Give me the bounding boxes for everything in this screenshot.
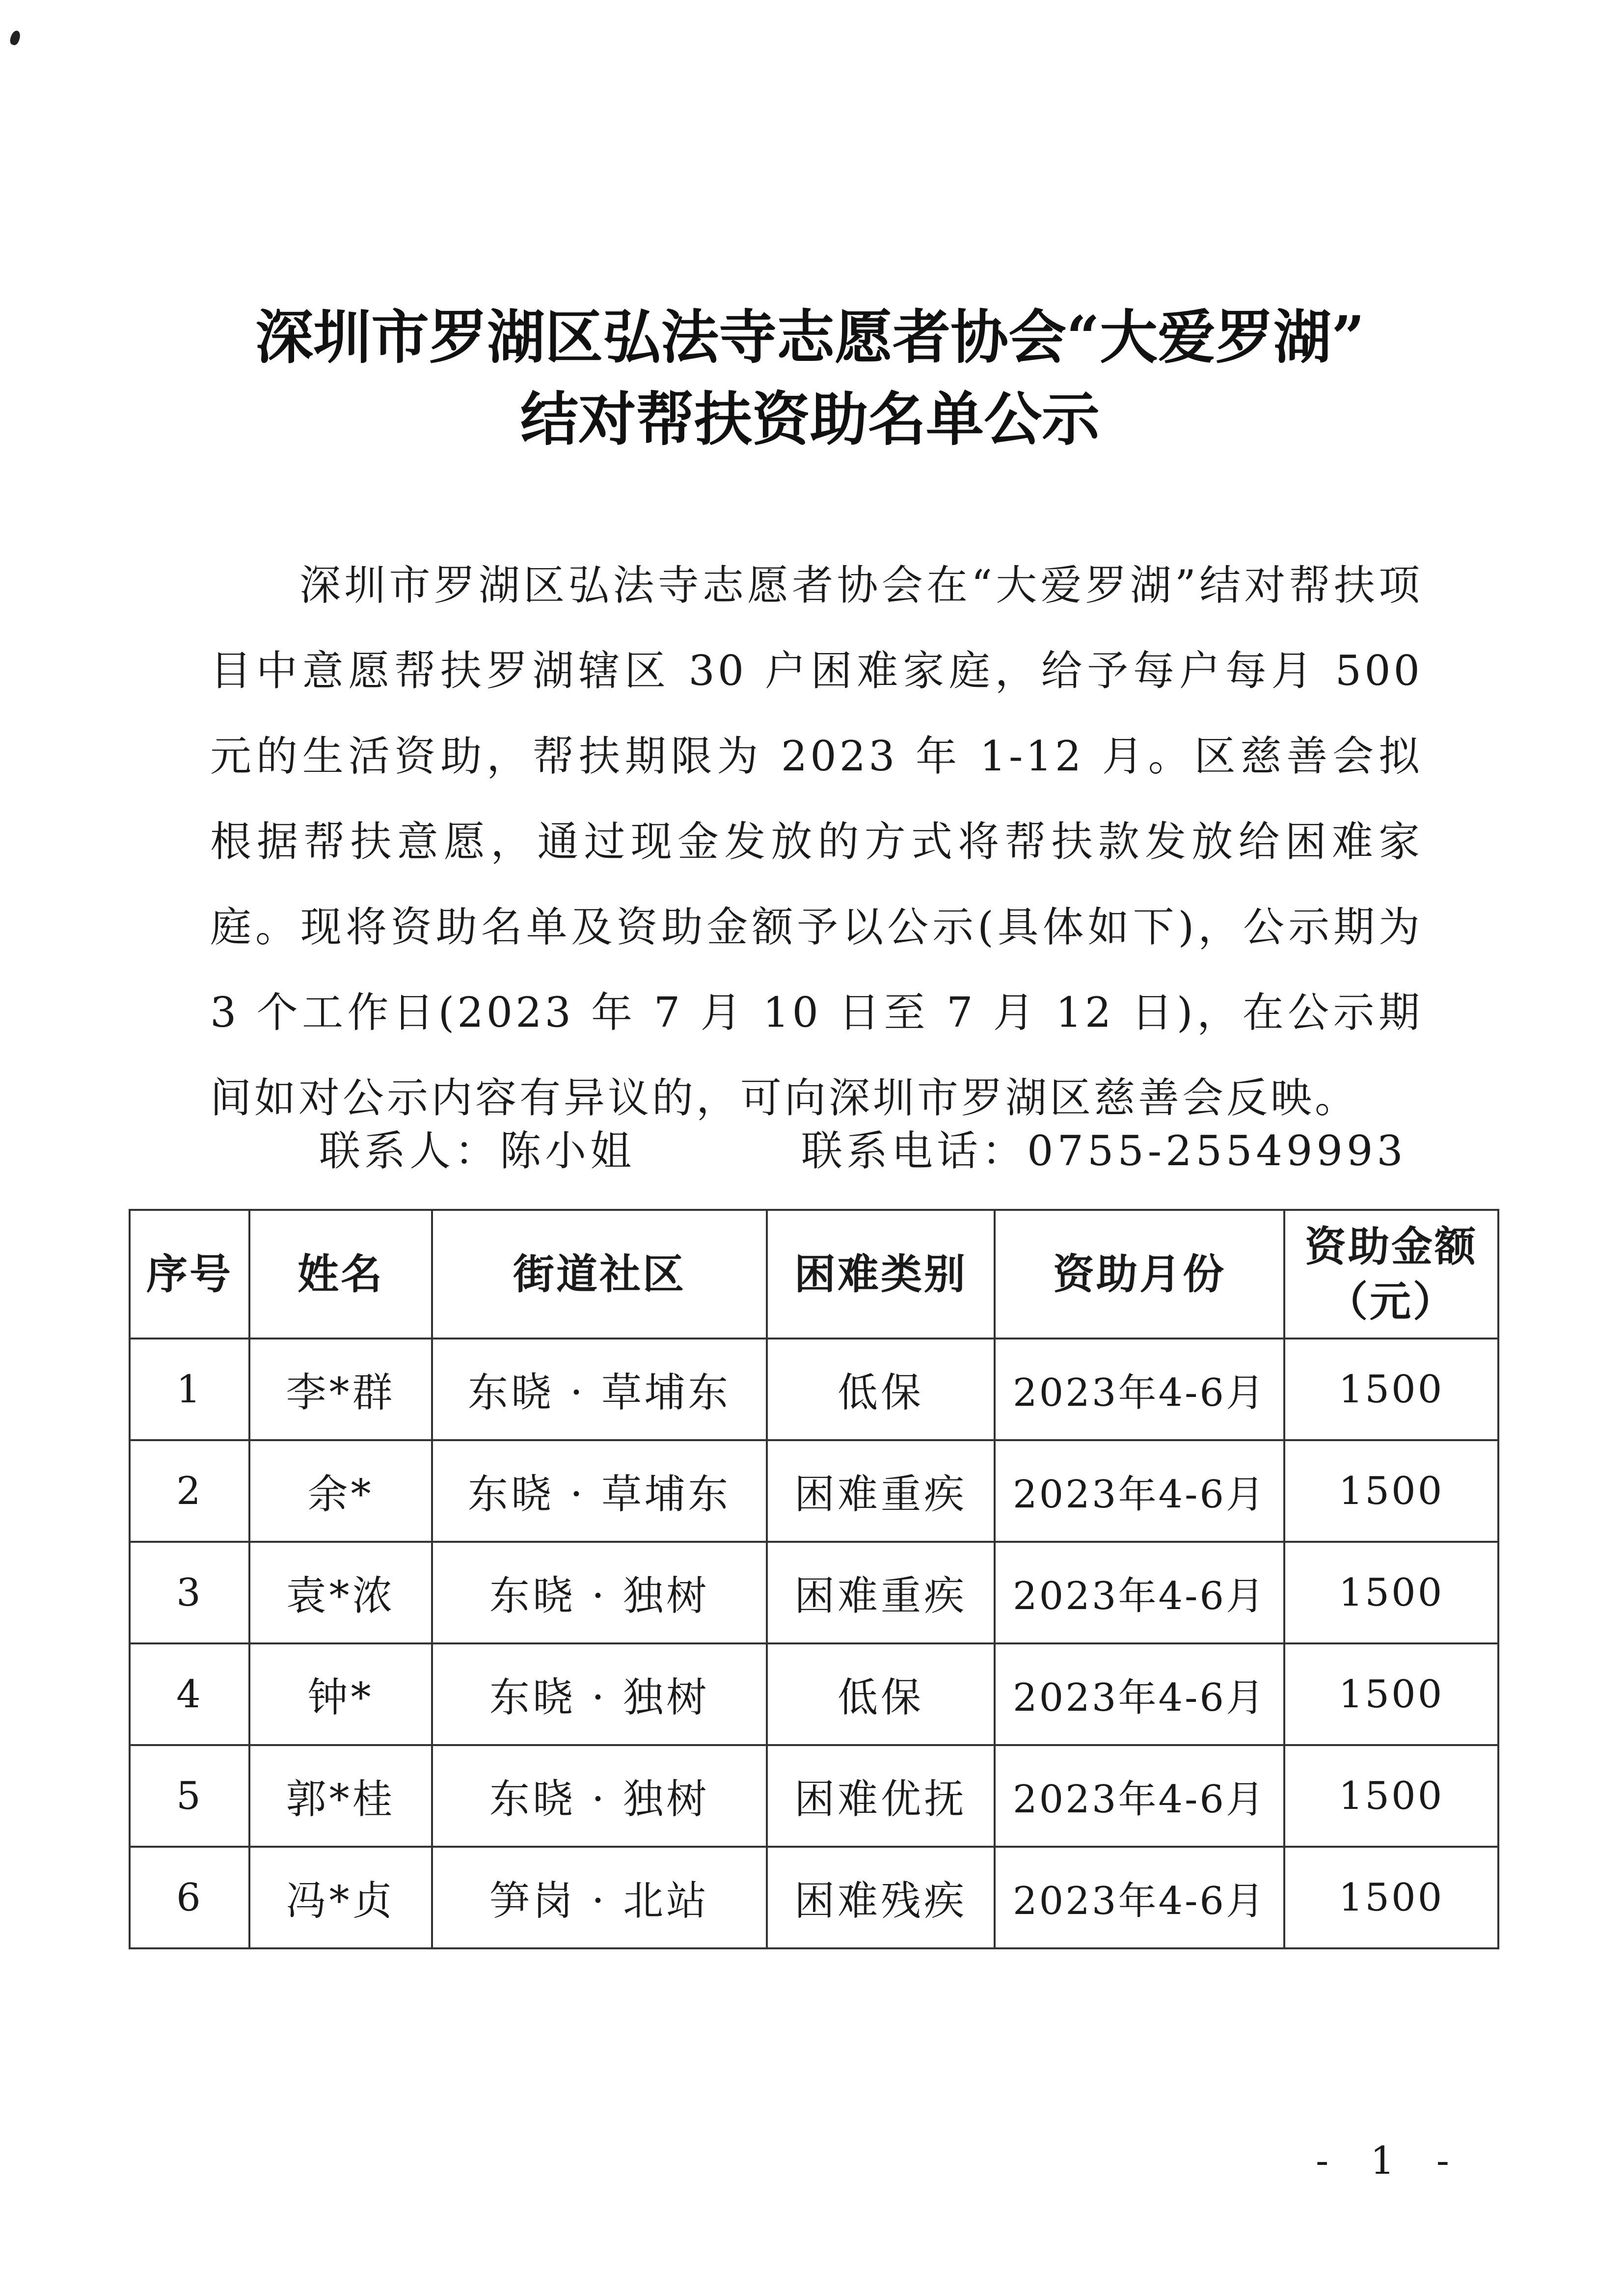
- cell-seq: 3: [130, 1542, 249, 1643]
- cell-category: 低保: [767, 1339, 995, 1440]
- table-row: [130, 1339, 1498, 1440]
- cell-months: 2023年4-6月: [995, 1339, 1284, 1440]
- cell-community: 东晓 · 独树: [432, 1643, 767, 1745]
- header-amount: [1284, 1210, 1498, 1339]
- page-number: - 1 -: [1316, 2139, 1464, 2183]
- cell-community: 笋岗 · 北站: [432, 1847, 767, 1948]
- cell-seq: 4: [130, 1643, 249, 1745]
- cell-category: 困难残疾: [767, 1847, 995, 1948]
- cell-name: 余*: [249, 1440, 432, 1542]
- cell-name: 钟*: [249, 1643, 432, 1745]
- cell-months: 2023年4-6月: [995, 1847, 1284, 1948]
- header-seq: 序号: [130, 1210, 249, 1339]
- cell-community: 东晓 · 独树: [432, 1542, 767, 1643]
- document-title-line2: 结对帮扶资助名单公示: [520, 385, 1100, 453]
- announcement-body: 深圳市罗湖区弘法寺志愿者协会在“大爱罗湖”结对帮扶项目中意愿帮扶罗湖辖区 30 户困难家庭，给予每户每月 500 元的生活资助，帮扶期限为 2023 年 1-12 月。区慈善会拟根据帮扶意愿，通过现金发放的方式将帮扶款发放给困难家庭。现将资助名单及资助金额予以公示(具体如下)，公示期为 3 个工作日(2023 年 7 月 10 日至 7 月 12 日)，在公示期间如对公示内容有异议的，可向深圳市罗湖区慈善会反映。: [210, 561, 1423, 1122]
- header-amount-line2: （元）: [1326, 1277, 1456, 1326]
- cell-name: 袁*浓: [249, 1542, 432, 1643]
- cell-amount: 1500: [1284, 1440, 1498, 1542]
- table-row: [130, 1847, 1498, 1948]
- header-community: 街道社区: [432, 1210, 767, 1339]
- cell-seq: 6: [130, 1847, 249, 1948]
- cell-amount: 1500: [1284, 1542, 1498, 1643]
- cell-amount: 1500: [1284, 1847, 1498, 1948]
- cell-months: 2023年4-6月: [995, 1643, 1284, 1745]
- cell-amount: 1500: [1284, 1339, 1498, 1440]
- cell-months: 2023年4-6月: [995, 1440, 1284, 1542]
- cell-category: 低保: [767, 1643, 995, 1745]
- header-months: 资助月份: [995, 1210, 1284, 1339]
- cell-name: 郭*桂: [249, 1745, 432, 1847]
- contact-person: 联系人：陈小姐: [319, 1127, 636, 1175]
- cell-seq: 2: [130, 1440, 249, 1542]
- cell-months: 2023年4-6月: [995, 1745, 1284, 1847]
- cell-seq: 5: [130, 1745, 249, 1847]
- cell-community: 东晓 · 草埔东: [432, 1440, 767, 1542]
- header-category: 困难类别: [767, 1210, 995, 1339]
- contact-phone: 联系电话：0755-25549993: [801, 1127, 1407, 1175]
- aid-list-table: [129, 1209, 1499, 1949]
- cell-name: 李*群: [249, 1339, 432, 1440]
- scan-mark: [9, 29, 22, 46]
- cell-community: 东晓 · 草埔东: [432, 1339, 767, 1440]
- cell-amount: 1500: [1284, 1643, 1498, 1745]
- cell-category: 困难重疾: [767, 1542, 995, 1643]
- table-row: [130, 1440, 1498, 1542]
- cell-months: 2023年4-6月: [995, 1542, 1284, 1643]
- cell-community: 东晓 · 独树: [432, 1745, 767, 1847]
- document-title-line1: 深圳市罗湖区弘法寺志愿者协会“大爱罗湖”: [255, 303, 1365, 371]
- cell-seq: 1: [130, 1339, 249, 1440]
- table-row: [130, 1542, 1498, 1643]
- table-row: [130, 1643, 1498, 1745]
- cell-category: 困难优抚: [767, 1745, 995, 1847]
- header-amount-line1: 资助金额: [1304, 1222, 1478, 1271]
- cell-amount: 1500: [1284, 1745, 1498, 1847]
- table-header-row: [130, 1210, 1498, 1339]
- table-row: [130, 1745, 1498, 1847]
- header-name: 姓名: [249, 1210, 432, 1339]
- cell-category: 困难重疾: [767, 1440, 995, 1542]
- cell-name: 冯*贞: [249, 1847, 432, 1948]
